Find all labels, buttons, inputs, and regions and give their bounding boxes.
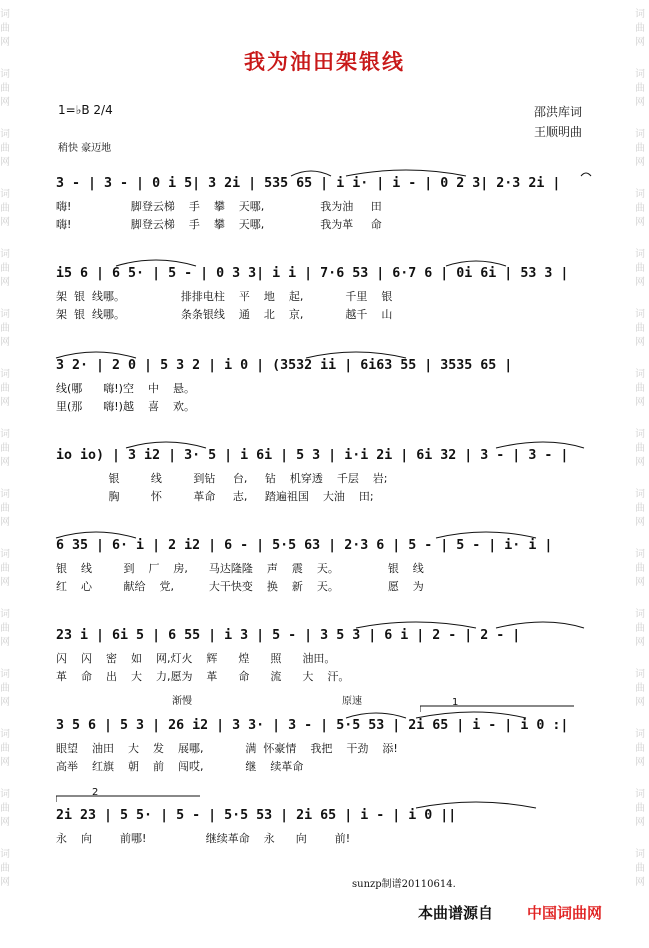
notation-line: 3 2· | 2 0 | 5 3 2 | i 0 | (3532 ii | 6i63 55 | 3535 65 |: [56, 358, 513, 373]
watermark-text: 词 曲 网: [0, 849, 10, 888]
volta-2-label: 2: [92, 787, 99, 798]
watermark-text: 词 曲 网: [0, 609, 10, 648]
watermark-text: 词 曲 网: [0, 549, 10, 588]
lyricist: 邵洪库词: [534, 105, 583, 119]
notation-line: io io) | 3 i2 | 3· 5 | i 6i | 5 3 | i·i 2i | 6i 32 | 3 - | 3 - |: [56, 448, 569, 463]
watermark-text: 词 曲 网: [0, 129, 10, 168]
song-title: 我为油田架银线: [244, 50, 405, 74]
volta-1-label: 1: [452, 697, 459, 708]
watermark-text: 词 曲 网: [0, 9, 10, 48]
lyrics-verse-1: 闪 闪 密 如 网,灯火 辉 煌 照 油田。: [56, 652, 336, 665]
notation-line: 2i 23 | 5 5· | 5 - | 5·5 53 | 2i 65 | i - | i 0 ||: [56, 808, 457, 823]
watermark-left: [0, 0, 14, 948]
lyrics-verse-2: 红 心 献给 党, 大干快变 换 新 天。 愿 为: [56, 580, 424, 593]
lyrics-verse-1: 银 线 到钻 台, 钻 机穿透 千层 岩;: [56, 472, 388, 485]
notation-line: 3 5 6 | 5 3 | 26 i2 | 3 3· | 3 - | 5·5 53 | 2i 65 | i - | i 0 :|: [56, 718, 569, 733]
lyrics-verse-2: 胸 怀 革命 志, 踏遍祖国 大油 田;: [56, 490, 374, 503]
lyrics-verse-2: 革 命 出 大 力,愿为 革 命 流 大 汗。: [56, 670, 350, 683]
lyrics-verse-2: 架 银 线哪。 条条银线 通 北 京, 越千 山: [56, 308, 393, 321]
watermark-text: 词 曲 网: [635, 849, 645, 888]
watermark-text: 词 曲 网: [635, 69, 645, 108]
watermark-text: 词 曲 网: [635, 489, 645, 528]
notation-line: 23 i | 6i 5 | 6 55 | i 3 | 5 - | 3 5 3 | 6 i | 2 - | 2 - |: [56, 628, 521, 643]
tempo-rit-mark: 渐慢: [172, 696, 192, 707]
watermark-text: 词 曲 网: [0, 369, 10, 408]
watermark-text: 词 曲 网: [0, 669, 10, 708]
composer: 王顺明曲: [534, 125, 583, 139]
lyrics-verse-1: 银 线 到 厂 房, 马达隆隆 声 震 天。 银 线: [56, 562, 424, 575]
watermark-text: 词 曲 网: [635, 189, 645, 228]
watermark-right: [635, 0, 649, 948]
watermark-text: 词 曲 网: [0, 489, 10, 528]
lyrics-verse-1: 眼望 油田 大 发 展哪, 满 怀豪情 我把 干劲 添!: [56, 742, 398, 755]
watermark-text: 词 曲 网: [0, 69, 10, 108]
notation-line: 3 - | 3 - | 0 i 5| 3 2i | 535 65 | i i· | i - | 0 2 3| 2·3 2i |: [56, 176, 561, 191]
watermark-text: 词 曲 网: [635, 369, 645, 408]
watermark-text: 词 曲 网: [0, 429, 10, 468]
watermark-text: 词 曲 网: [635, 789, 645, 828]
watermark-text: 词 曲 网: [0, 189, 10, 228]
watermark-text: 词 曲 网: [635, 309, 645, 348]
watermark-text: 词 曲 网: [635, 9, 645, 48]
tempo-marking: 稍快 豪迈地: [58, 143, 112, 154]
tempo-a-tempo-mark: 原速: [342, 696, 362, 707]
lyrics-verse-2: 嗨! 脚登云梯 手 攀 天哪, 我为革 命: [56, 218, 382, 231]
key-signature: 1=♭B 2/4: [58, 103, 113, 117]
watermark-text: 词 曲 网: [635, 129, 645, 168]
watermark-text: 词 曲 网: [635, 249, 645, 288]
lyrics-verse-1: 嗨! 脚登云梯 手 攀 天哪, 我为油 田: [56, 200, 382, 213]
notation-line: i5 6 | 6 5· | 5 - | 0 3 3| i i | 7·6 53 | 6·7 6 | 0i 6i | 53 3 |: [56, 266, 569, 281]
watermark-text: 词 曲 网: [0, 789, 10, 828]
watermark-text: 词 曲 网: [0, 309, 10, 348]
lyrics-verse-1: 架 银 线哪。 排排电柱 平 地 起, 千里 银: [56, 290, 393, 303]
lyrics-verse-1: 永 向 前哪! 继续革命 永 向 前!: [56, 832, 351, 845]
watermark-text: 词 曲 网: [635, 669, 645, 708]
watermark-text: 词 曲 网: [635, 609, 645, 648]
transcriber-credit: sunzp制谱20110614.: [352, 879, 456, 890]
watermark-text: 词 曲 网: [635, 729, 645, 768]
notation-line: 6 35 | 6· i | 2 i2 | 6 - | 5·5 63 | 2·3 6 | 5 - | 5 - | i· i |: [56, 538, 553, 553]
watermark-text: 词 曲 网: [635, 549, 645, 588]
lyrics-verse-2: 里(那 嗨!)越 喜 欢。: [56, 400, 195, 413]
lyrics-verse-2: 高举 红旗 朝 前 闯哎, 继 续革命: [56, 760, 304, 773]
source-label: 本曲谱源自: [418, 904, 494, 922]
lyrics-verse-1: 线(哪 嗨!)空 中 悬。: [56, 382, 195, 395]
watermark-text: 词 曲 网: [0, 729, 10, 768]
watermark-text: 词 曲 网: [0, 249, 10, 288]
source-site-link[interactable]: 中国词曲网: [527, 904, 603, 922]
watermark-text: 词 曲 网: [635, 429, 645, 468]
